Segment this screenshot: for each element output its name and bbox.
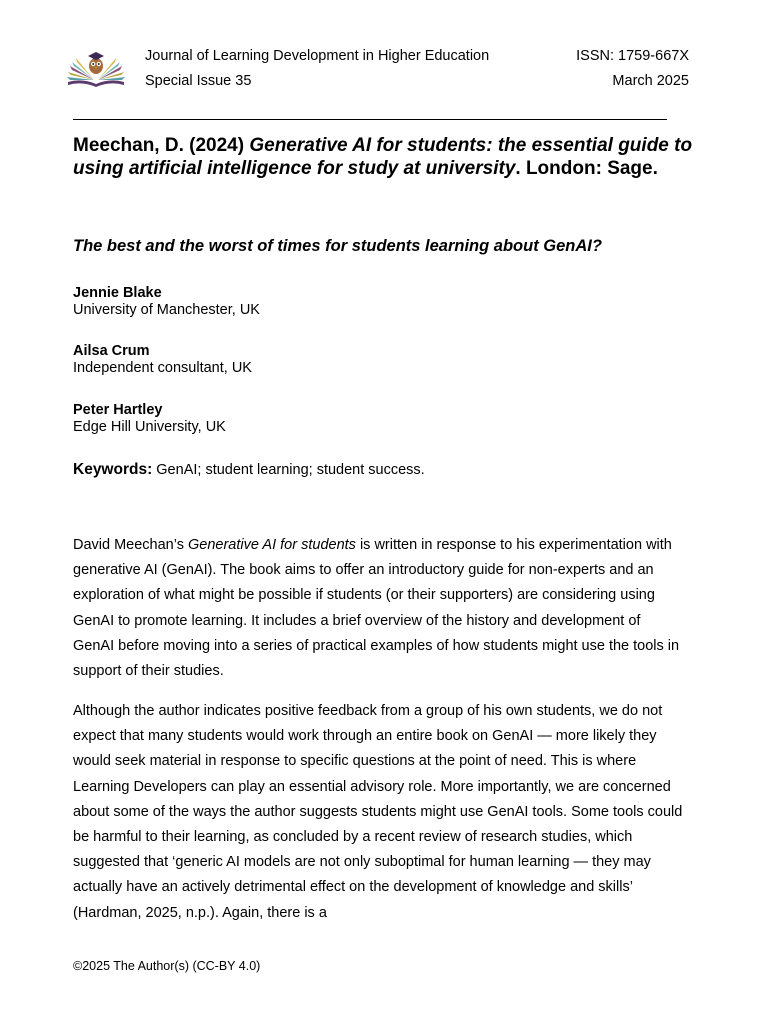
book-title-inline: Generative AI for students — [188, 537, 356, 553]
paragraph-text: David Meechan’s — [73, 537, 188, 553]
citation-author-year: Meechan, D. (2024) — [73, 135, 245, 156]
paragraph-text: is written in response to his experimentation with generative AI (GenAI). The book aims to offer an introductory guide for non-experts and an exploration of what might be possible if students (or their supporters) are considering using GenAI to promote learning. It includes a brief overview of the history and development of GenAI before moving into a series of practical examples of how students might use the tools in support of their studies. — [73, 537, 680, 680]
author-name: Peter Hartley — [73, 402, 163, 418]
book-owl-logo-icon — [64, 44, 128, 90]
license-footer: ©2025 The Author(s) (CC-BY 4.0) — [73, 959, 261, 973]
keywords-value: GenAI; student learning; student success. — [156, 462, 425, 478]
author-name: Jennie Blake — [73, 285, 162, 301]
author-name: Ailsa Crum — [73, 343, 150, 359]
special-issue: Special Issue 35 — [145, 73, 252, 89]
author-block — [73, 402, 226, 436]
review-subtitle: The best and the worst of times for students learning about GenAI? — [73, 237, 602, 255]
author-block — [73, 285, 260, 319]
citation-publisher: . London: Sage. — [515, 158, 658, 179]
book-citation — [73, 134, 693, 180]
author-affiliation: Edge Hill University, UK — [73, 419, 226, 435]
author-affiliation: University of Manchester, UK — [73, 302, 260, 318]
header-divider — [73, 119, 667, 120]
keywords — [73, 460, 425, 480]
journal-title: Journal of Learning Development in Higher Education — [145, 48, 490, 64]
keywords-label: Keywords: — [73, 461, 153, 478]
author-affiliation: Independent consultant, UK — [73, 360, 252, 376]
body-paragraph-1 — [73, 533, 683, 684]
book-title: Generative AI for students: the essential guide to using artificial intelligence for study at university — [73, 135, 693, 179]
issue-date: March 2025 — [612, 73, 689, 89]
issn: ISSN: 1759-667X — [576, 48, 689, 64]
author-block — [73, 343, 252, 377]
body-paragraph-2: Although the author indicates positive feedback from a group of his own students, we do not expect that many students would work through an entire book on GenAI — more likely they would seek material in response to specific questions at the point of need. This is where Learning Developers can play an essential advisory role. More importantly, we are concerned about some of the ways the author suggests students might use GenAI tools. Some tools could be harmful to their learning, as concluded by a recent review of research studies, which suggested that ‘generic AI models are not only suboptimal for human learning — they may actually have an actively detrimental effect on the development of knowledge and skills’ (Hardman, 2025, n.p.). Again, there is a — [73, 703, 683, 921]
